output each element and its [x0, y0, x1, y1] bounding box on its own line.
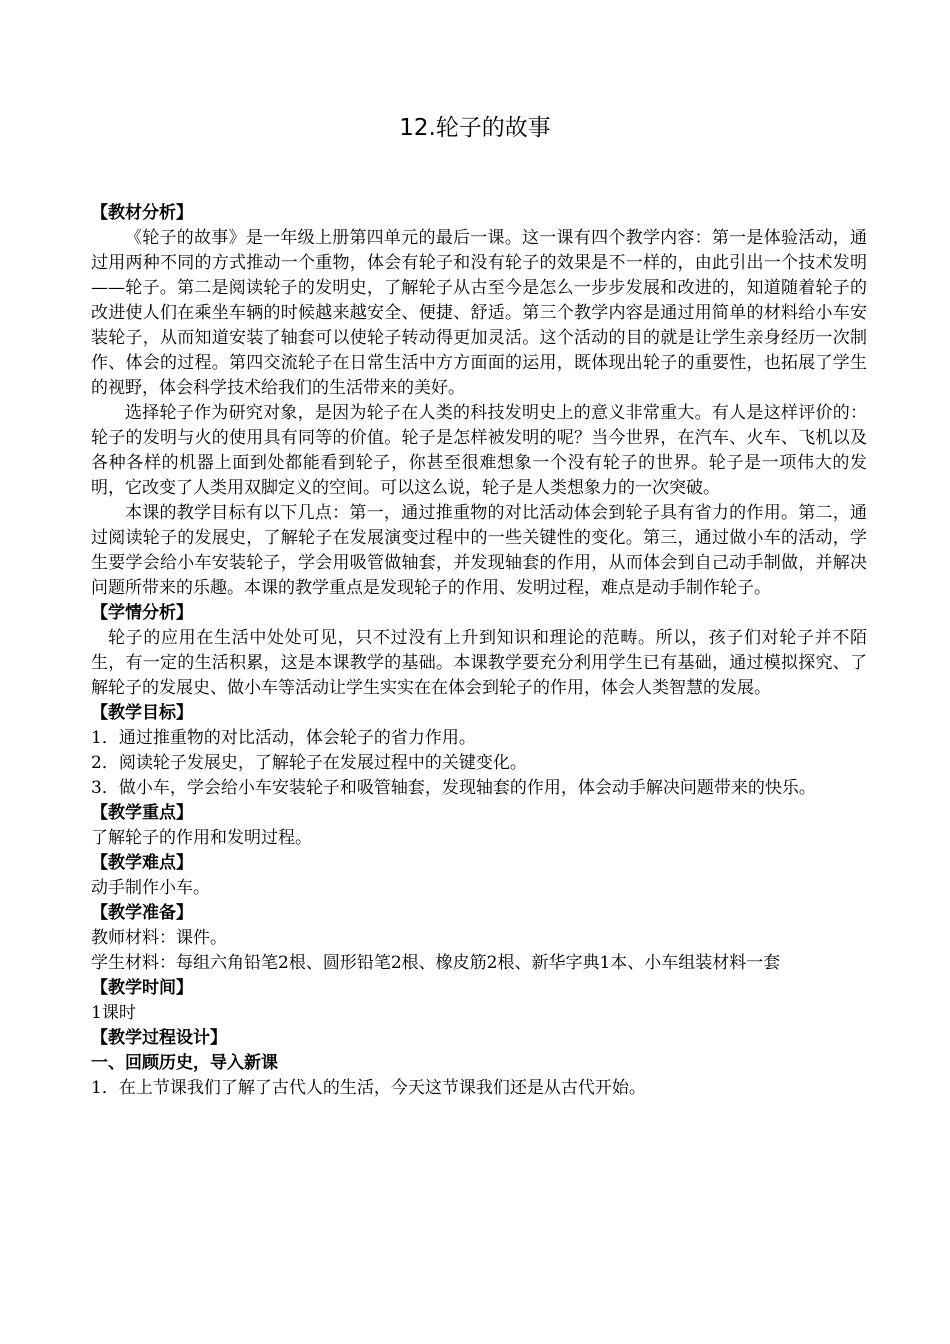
paragraph: 《轮子的故事》是一年级上册第四单元的最后一课。这一课有四个教学内容：第一是体验活动，通过用两种不同的方式推动一个重物，体会有轮子和没有轮子的效果是不一样的，由此引出一个技术发明——轮子。第二是阅读轮子的发明史，了解轮子从古至今是怎么一步步发展和改进的，知道随着轮子的改进使人们在乘坐车辆的时候越来越安全、便捷、舒适。第三个教学内容是通过用简单的材料给小车安装轮子，从而知道安装了轴套可以使轮子转动得更加灵活。这个活动的目的就是让学生亲身经历一次制作、体会的过程。第四交流轮子在日常生活中方方面面的运用，既体现出轮子的重要性，也拓展了学生的视野，体会科学技术给我们的生活带来的美好。: [91, 228, 867, 398]
teacher-materials: 教师材料：课件。: [91, 928, 227, 948]
difficulty-text: 动手制作小车。: [91, 878, 210, 898]
goal-item: 3．做小车，学会给小车安装轮子和吸管轴套，发现轴套的作用，体会动手解决问题带来的快乐。: [91, 778, 816, 798]
section-heading-focus: 【教学重点】: [91, 803, 193, 823]
section-heading-process: 【教学过程设计】: [91, 1028, 227, 1048]
section-heading-textbook: 【教材分析】: [91, 203, 193, 223]
focus-text: 了解轮子的作用和发明过程。: [91, 828, 312, 848]
paragraph: 轮子的应用在生活中处处可见，只不过没有上升到知识和理论的范畴。所以，孩子们对轮子并不陌生，有一定的生活积累，这是本课教学的基础。本课教学要充分利用学生已有基础，通过模拟探究、了解轮子的发展史、做小车等活动让学生实实在在体会到轮子的作用，体会人类智慧的发展。: [91, 628, 867, 698]
process-step-item: 1．在上节课我们了解了古代人的生活，今天这节课我们还是从古代开始。: [91, 1078, 646, 1098]
section-heading-prep: 【教学准备】: [91, 903, 193, 923]
section-heading-difficulty: 【教学难点】: [91, 853, 193, 873]
document-body: [91, 201, 867, 1101]
time-text: 1课时: [91, 1003, 136, 1023]
goal-item: 1．通过推重物的对比活动，体会轮子的省力作用。: [91, 728, 476, 748]
process-step-heading: 一、回顾历史，导入新课: [91, 1053, 278, 1073]
section-heading-goals: 【教学目标】: [91, 703, 193, 723]
paragraph: 选择轮子作为研究对象，是因为轮子在人类的科技发明史上的意义非常重大。有人是这样评价的：轮子的发明与火的使用具有同等的价值。轮子是怎样被发明的呢？当今世界，在汽车、火车、飞机以及各种各样的机器上面到处都能看到轮子，你甚至很难想象一个没有轮子的世界。轮子是一项伟大的发明，它改变了人类用双脚定义的空间。可以这么说，轮子是人类想象力的一次突破。: [91, 403, 867, 498]
section-heading-time: 【教学时间】: [91, 978, 193, 998]
section-heading-students: 【学情分析】: [91, 603, 193, 623]
goal-item: 2．阅读轮子发展史，了解轮子在发展过程中的关键变化。: [91, 753, 527, 773]
student-materials: 学生材料：每组六角铅笔2根、圆形铅笔2根、橡皮筋2根、新华字典1本、小车组装材料一套: [91, 953, 781, 973]
paragraph: 本课的教学目标有以下几点：第一，通过推重物的对比活动体会到轮子具有省力的作用。第二，通过阅读轮子的发展史，了解轮子在发展演变过程中的一些关键性的变化。第三，通过做小车的活动，学生要学会给小车安装轮子，学会用吸管做轴套，并发现轴套的作用，从而体会到自己动手制做，并解决问题所带来的乐趣。本课的教学重点是发现轮子的作用、发明过程，难点是动手制作轮子。: [91, 503, 867, 598]
page-title: 12.轮子的故事: [399, 115, 551, 141]
